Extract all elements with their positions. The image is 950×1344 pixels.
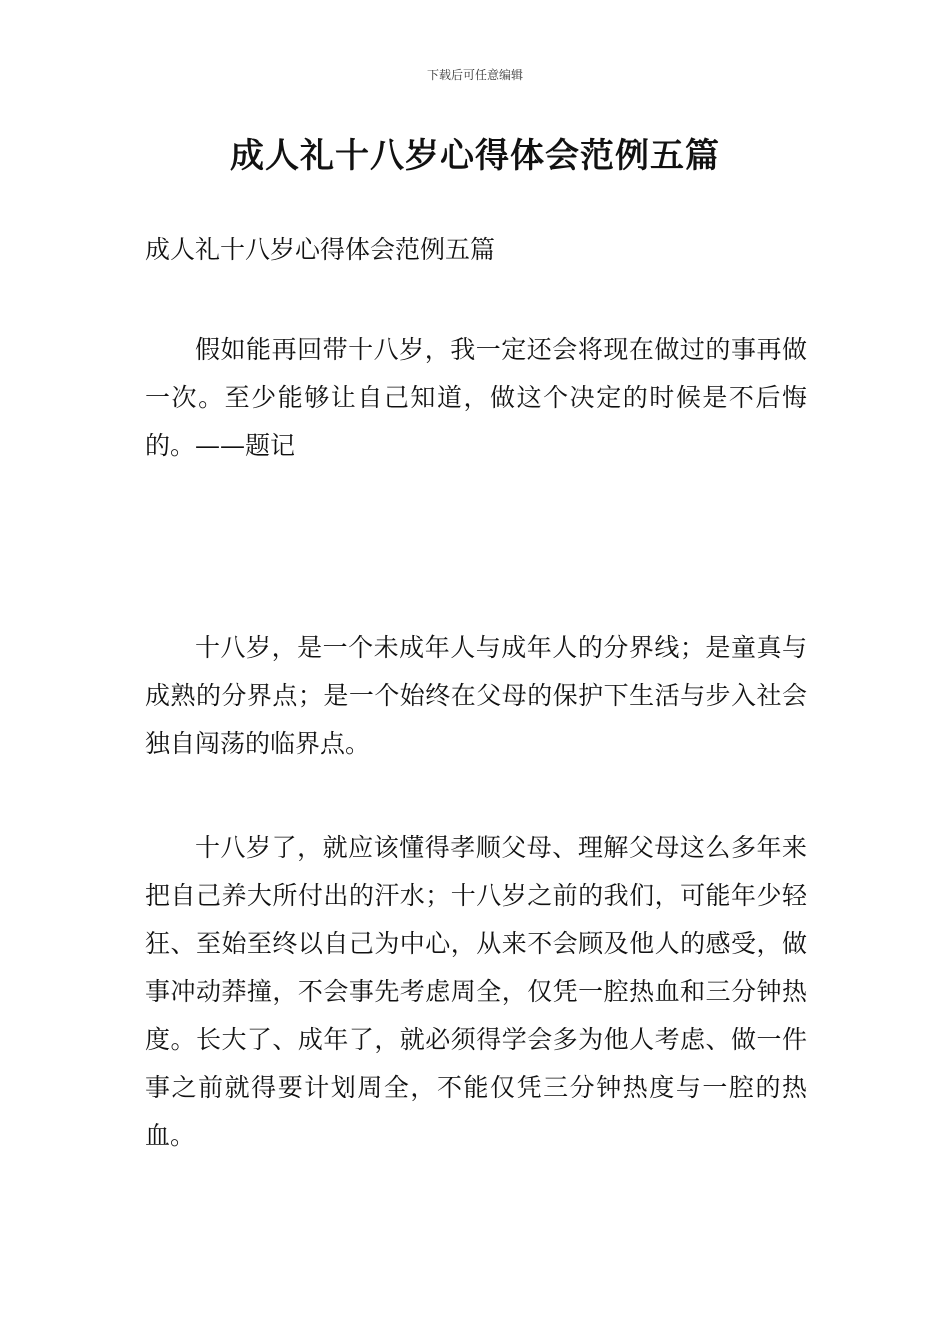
paragraph-boundary — [145, 624, 807, 768]
document-title: 成人礼十八岁心得体会范例五篇 — [230, 136, 720, 176]
paragraph-text: 假如能再回带十八岁，我一定还会将现在做过的事再做一次。至少能够让自己知道，做这个决定的时候是不后悔的。——题记 — [145, 335, 807, 460]
paragraph-epigraph — [145, 326, 807, 470]
paragraph-responsibility — [145, 824, 807, 1160]
document-subtitle: 成人礼十八岁心得体会范例五篇 — [145, 235, 496, 264]
paragraph-text: 十八岁，是一个未成年人与成年人的分界线；是童真与成熟的分界点；是一个始终在父母的保护下生活与步入社会独自闯荡的临界点。 — [145, 633, 807, 758]
paragraph-text: 十八岁了，就应该懂得孝顺父母、理解父母这么多年来把自己养大所付出的汗水；十八岁之前的我们，可能年少轻狂、至始至终以自己为中心，从来不会顾及他人的感受，做事冲动莽撞，不会事先考虑周全，仅凭一腔热血和三分钟热度。长大了、成年了，就必须得学会多为他人考虑、做一件事之前就得要计划周全，不能仅凭三分钟热度与一腔的热血。 — [145, 833, 807, 1150]
header-note: 下载后可任意编辑 — [426, 68, 523, 82]
